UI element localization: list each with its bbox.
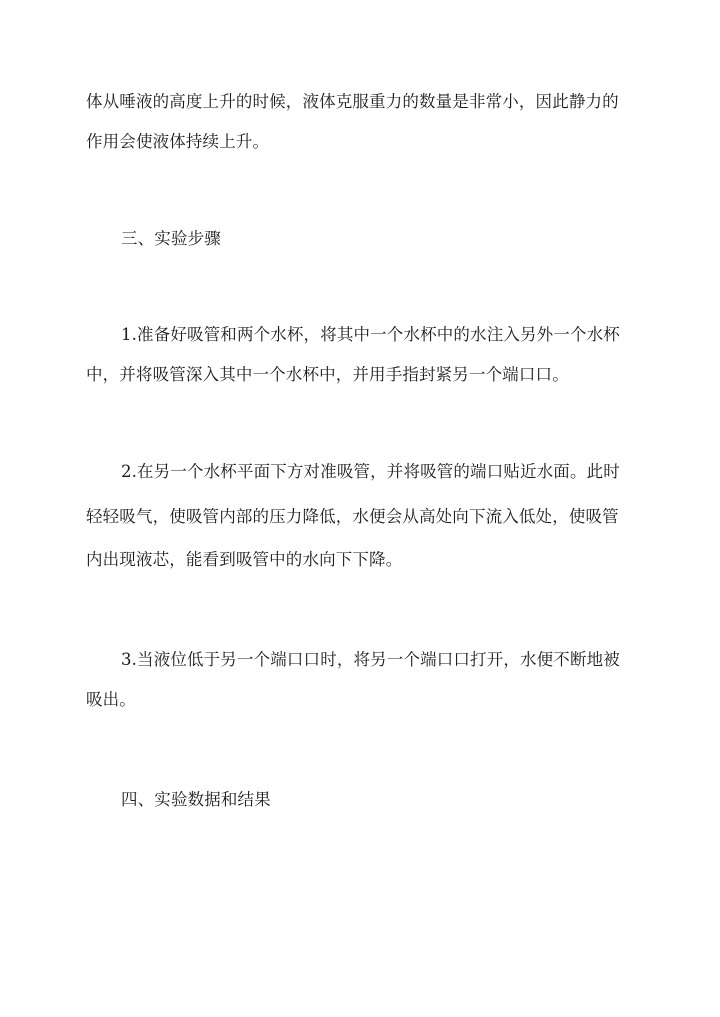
intro-line-2: 作用会使液体持续上升。 (86, 132, 270, 151)
section-4-heading: 四、实验数据和结果 (121, 790, 271, 809)
intro-line-1: 体从唾液的高度上升的时候，液体克服重力的数量是非常小，因此静力的 (86, 92, 619, 111)
step-2-line-3: 内出现液芯，能看到吸管中的水向下下降。 (86, 550, 403, 569)
step-3-line-2: 吸出。 (86, 690, 136, 709)
step-2-line-1: 2.在另一个水杯平面下方对准吸管，并将吸管的端口贴近水面。此时 (121, 462, 620, 481)
step-2-line-2: 轻轻吸气，使吸管内部的压力降低，水便会从高处向下流入低处，使吸管 (86, 507, 619, 526)
step-1-line-2: 中，并将吸管深入其中一个水杯中，并用手指封紧另一个端口口。 (86, 365, 569, 384)
step-3-line-1: 3.当液位低于另一个端口口时，将另一个端口口打开，水便不断地被 (121, 650, 620, 669)
step-1-line-1: 1.准备好吸管和两个水杯，将其中一个水杯中的水注入另外一个水杯 (121, 325, 620, 344)
section-3-heading: 三、实验步骤 (121, 229, 221, 248)
